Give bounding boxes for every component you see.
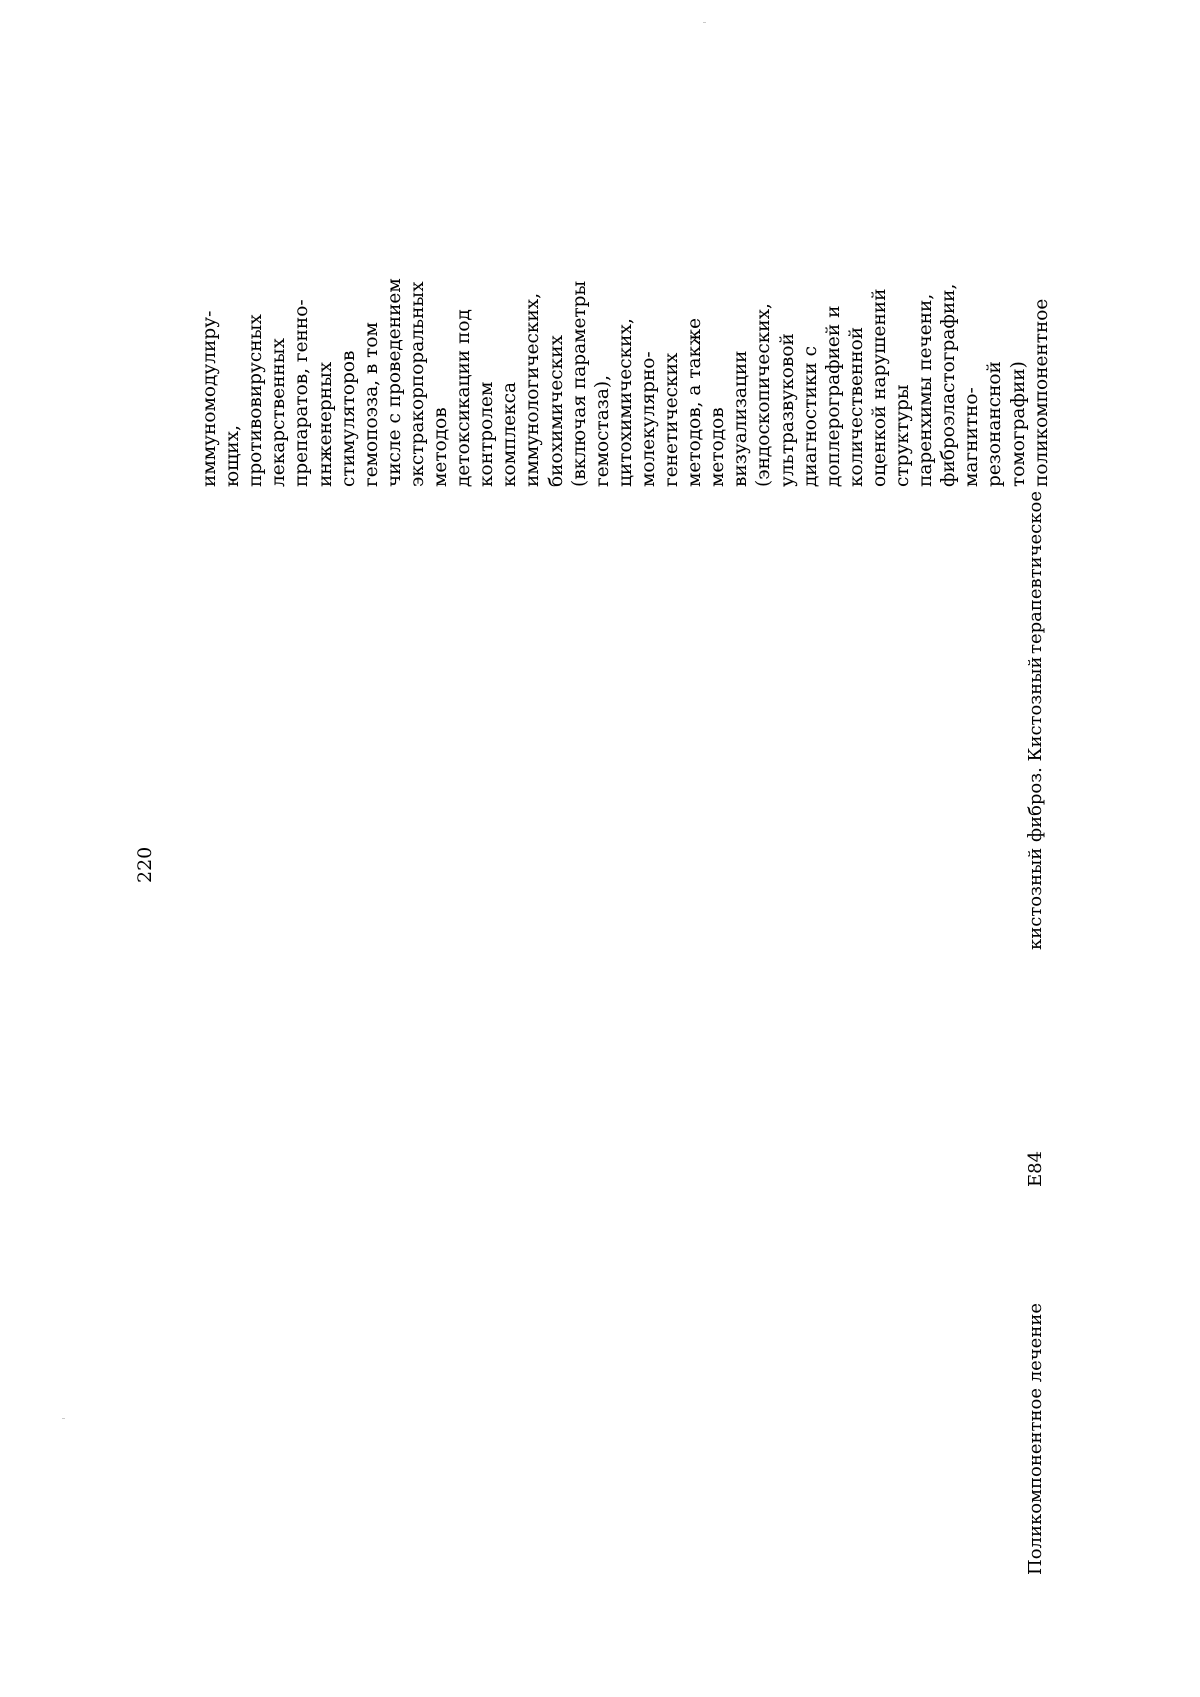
description-line: ющих, — [222, 425, 244, 487]
description-line: контролем — [476, 381, 498, 487]
description-line: ультразвуковой — [776, 333, 798, 487]
description-line: методов, а также — [684, 317, 706, 487]
description-line: стимуляторов — [337, 350, 359, 487]
description-line: оценкой нарушений — [868, 288, 890, 487]
description-line: иммунологических, — [522, 292, 544, 487]
description-line: резонансной — [984, 361, 1006, 487]
description-line: биохимических — [545, 335, 567, 487]
diagnosis-cell: кистозный фиброз. Кистозный — [1025, 656, 1046, 950]
page-number: 220 — [134, 846, 156, 883]
treatment-name-cell: Поликомпонентное лечение — [1025, 1303, 1046, 1575]
description-line: инженерных — [314, 361, 336, 487]
description-line: числе с проведением — [383, 278, 405, 487]
description-line: молекулярно- — [637, 351, 659, 487]
description-line: препаратов, генно- — [291, 299, 313, 487]
description-line: доплерографией и — [822, 305, 844, 487]
description-line: диагностики с — [799, 346, 821, 487]
description-line: лекарственных — [268, 338, 290, 487]
description-line: томографии) — [1007, 361, 1029, 487]
scan-artifact — [703, 22, 706, 23]
description-line: паренхимы печени, — [915, 293, 937, 487]
description-line: визуализации — [730, 350, 752, 487]
description-line: магнитно- — [961, 387, 983, 487]
description-line: гемопоэза, в том — [360, 322, 382, 487]
description-line: детоксикации под — [453, 309, 475, 487]
description-line: экстракорпоральных — [406, 281, 428, 487]
description-line: поликомпонентное — [1030, 298, 1052, 487]
description-line: структуры — [892, 384, 913, 487]
icd-code-cell: E84 — [1025, 1150, 1046, 1187]
description-line: (эндоскопических, — [753, 303, 775, 487]
scan-artifact — [62, 1418, 65, 1419]
description-line: количественной — [845, 326, 867, 487]
description-line: гемостаза), — [591, 374, 613, 487]
description-line: фиброэластографии, — [938, 283, 960, 487]
description-line: цитохимических, — [614, 318, 636, 487]
description-line: генетических — [661, 352, 682, 487]
description-line: комплекса — [499, 381, 521, 487]
description-line: иммуномодулиру- — [199, 310, 220, 487]
description-line: (включая параметры — [568, 280, 590, 487]
description-line: методов — [707, 407, 729, 487]
description-line: противовирусных — [245, 314, 267, 487]
description-line: методов — [430, 407, 451, 487]
treatment-type-cell: терапевтическое — [1025, 491, 1046, 654]
